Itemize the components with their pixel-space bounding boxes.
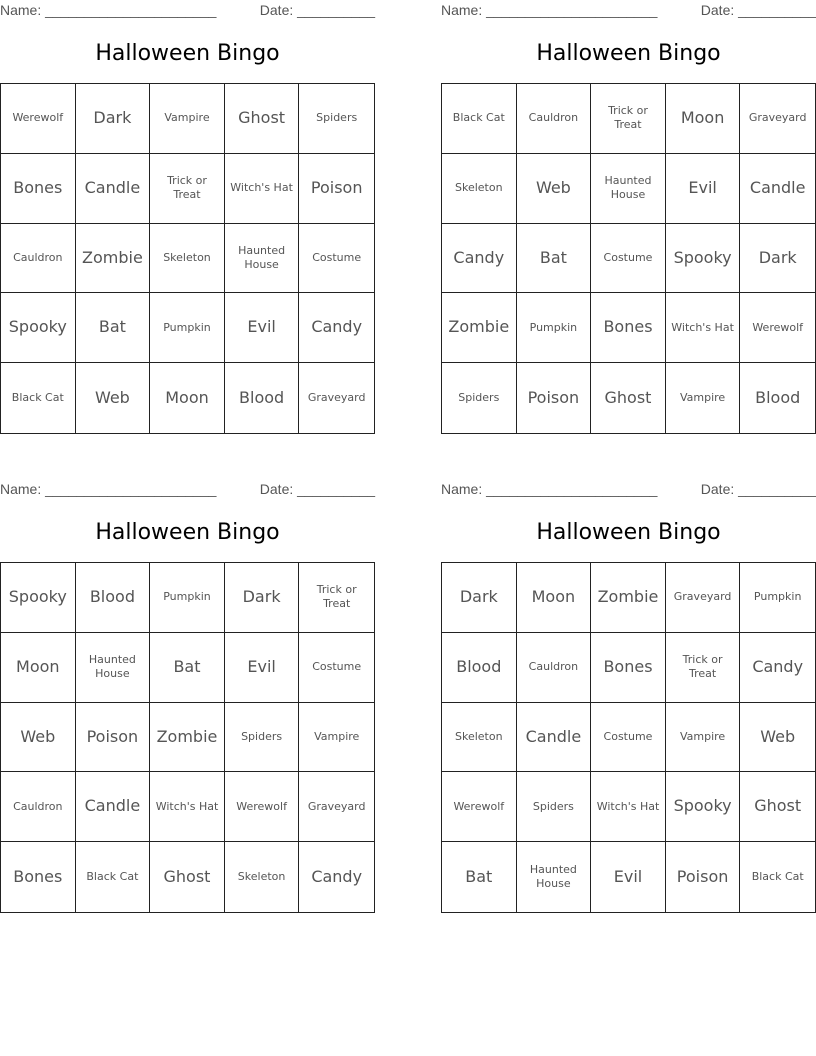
bingo-cell[interactable]: Spooky (666, 224, 741, 294)
bingo-grid (441, 83, 816, 434)
bingo-cell[interactable]: Pumpkin (150, 293, 225, 363)
bingo-cell[interactable]: Poison (299, 154, 374, 224)
bingo-cell[interactable]: Bones (591, 293, 666, 363)
bingo-cell[interactable]: Candy (299, 293, 374, 363)
bingo-cell[interactable]: Werewolf (225, 772, 300, 842)
bingo-cell[interactable]: Dark (76, 84, 151, 154)
bingo-cell[interactable]: Zombie (150, 703, 225, 773)
name-field[interactable]: Name: ______________________ (0, 481, 217, 497)
bingo-cell[interactable]: Web (76, 363, 151, 433)
bingo-cell[interactable]: Haunted House (591, 154, 666, 224)
bingo-cell[interactable]: Ghost (740, 772, 815, 842)
bingo-cell[interactable]: Pumpkin (740, 563, 815, 633)
bingo-cell[interactable]: Vampire (150, 84, 225, 154)
bingo-cell[interactable]: Vampire (299, 703, 374, 773)
name-field[interactable]: Name: ______________________ (441, 481, 658, 497)
bingo-cell[interactable]: Candle (517, 703, 592, 773)
name-date-row (0, 481, 375, 499)
bingo-cell[interactable]: Zombie (442, 293, 517, 363)
bingo-cell[interactable]: Spooky (1, 563, 76, 633)
bingo-cell[interactable]: Bat (442, 842, 517, 912)
bingo-cell[interactable]: Poison (76, 703, 151, 773)
bingo-cell[interactable]: Candy (311, 866, 363, 886)
bingo-cell[interactable]: Werewolf (1, 84, 76, 154)
bingo-cell[interactable]: Cauldron (1, 772, 76, 842)
bingo-cell[interactable]: Candle (76, 772, 151, 842)
bingo-cell[interactable]: Evil (591, 842, 666, 912)
bingo-cell[interactable]: Witch's Hat (666, 293, 741, 363)
bingo-cell[interactable]: Skeleton (150, 224, 225, 294)
bingo-cell[interactable]: Moon (1, 633, 76, 703)
name-field[interactable]: Name: ______________________ (0, 2, 217, 18)
bingo-card-2 (441, 0, 816, 436)
bingo-cell[interactable]: Bones (591, 633, 666, 703)
bingo-cell[interactable]: Trick or Treat (299, 563, 374, 633)
bingo-card-3 (0, 479, 375, 915)
bingo-cell[interactable]: Skeleton (442, 703, 517, 773)
bingo-cell[interactable]: Web (517, 154, 592, 224)
bingo-cell[interactable]: Candy (740, 633, 815, 703)
bingo-cell[interactable]: Black Cat (1, 363, 76, 433)
bingo-grid (0, 83, 375, 434)
bingo-cell[interactable]: Candle (740, 154, 815, 224)
bingo-grid (0, 562, 375, 913)
bingo-card-4 (441, 479, 816, 915)
bingo-cell[interactable]: Moon (666, 84, 741, 154)
bingo-cell[interactable]: Web (1, 703, 76, 773)
bingo-cell[interactable]: Costume (591, 224, 666, 294)
bingo-cell[interactable]: Costume (299, 633, 374, 703)
bingo-cell[interactable]: Dark (442, 563, 517, 633)
bingo-cell[interactable]: Pumpkin (517, 293, 592, 363)
bingo-cell[interactable]: Bones (1, 842, 76, 912)
bingo-cell[interactable]: Candy (442, 224, 517, 294)
card-title: Halloween Bingo (536, 41, 721, 66)
date-field[interactable]: Date: __________ (700, 481, 816, 497)
bingo-card-1 (0, 0, 375, 436)
bingo-cell[interactable]: Haunted House (517, 842, 592, 912)
bingo-cell[interactable]: Blood (76, 563, 151, 633)
bingo-cell[interactable]: Haunted House (76, 633, 151, 703)
bingo-cell[interactable]: Skeleton (442, 154, 517, 224)
bingo-cell[interactable]: Bat (517, 224, 592, 294)
bingo-cell[interactable]: Vampire (666, 363, 741, 433)
bingo-cell[interactable]: Web (740, 703, 815, 773)
bingo-cell[interactable]: Witch's Hat (225, 154, 300, 224)
bingo-cell[interactable]: Cauldron (517, 84, 592, 154)
bingo-cell[interactable]: Blood (442, 633, 517, 703)
bingo-cell[interactable]: Bat (150, 633, 225, 703)
name-date-row (441, 481, 816, 499)
bingo-cell[interactable]: Trick or Treat (666, 633, 741, 703)
bingo-cell[interactable]: Vampire (666, 703, 741, 773)
bingo-cell[interactable]: Spooky (666, 772, 741, 842)
bingo-cell[interactable]: Moon (517, 563, 592, 633)
bingo-cell[interactable]: Black Cat (76, 842, 151, 912)
bingo-cell[interactable]: Trick or Treat (150, 154, 225, 224)
bingo-cell[interactable]: Witch's Hat (591, 772, 666, 842)
bingo-cell[interactable]: Spiders (442, 363, 517, 433)
bingo-cell[interactable]: Cauldron (1, 224, 76, 294)
bingo-cell[interactable]: Spiders (225, 703, 300, 773)
bingo-cell[interactable]: Zombie (76, 224, 151, 294)
bingo-cell[interactable]: Candle (76, 154, 151, 224)
bingo-cell[interactable]: Moon (150, 363, 225, 433)
bingo-cell[interactable]: Poison (517, 363, 592, 433)
bingo-cell[interactable]: Pumpkin (150, 563, 225, 633)
bingo-cell[interactable]: Werewolf (442, 772, 517, 842)
bingo-cell[interactable]: Bat (76, 293, 151, 363)
bingo-cell[interactable]: Evil (666, 154, 741, 224)
bingo-cell[interactable]: Spooky (1, 293, 76, 363)
bingo-cell[interactable]: Dark (225, 563, 300, 633)
bingo-cell[interactable]: Haunted House (225, 224, 300, 294)
name-date-row (441, 2, 816, 20)
bingo-cell[interactable]: Cauldron (517, 633, 592, 703)
bingo-cell[interactable]: Ghost (150, 842, 225, 912)
bingo-cell[interactable]: Graveyard (299, 772, 374, 842)
bingo-cell[interactable]: Ghost (591, 363, 666, 433)
bingo-cell[interactable]: Costume (591, 703, 666, 773)
bingo-cell[interactable]: Black Cat (751, 869, 804, 883)
bingo-cell[interactable]: Graveyard (307, 390, 366, 404)
card-title: Halloween Bingo (95, 41, 280, 66)
bingo-cell[interactable]: Black Cat (442, 84, 517, 154)
bingo-cell[interactable]: Skeleton (225, 842, 300, 912)
name-field[interactable]: Name: ______________________ (441, 2, 658, 18)
bingo-cell[interactable]: Bones (1, 154, 76, 224)
bingo-cell[interactable]: Werewolf (740, 293, 815, 363)
bingo-cell[interactable]: Blood (755, 387, 801, 407)
card-title: Halloween Bingo (536, 520, 721, 545)
bingo-cell[interactable]: Witch's Hat (150, 772, 225, 842)
bingo-cell[interactable]: Spiders (517, 772, 592, 842)
date-field[interactable]: Date: __________ (259, 2, 375, 18)
date-field[interactable]: Date: __________ (700, 2, 816, 18)
bingo-cell[interactable]: Graveyard (740, 84, 815, 154)
bingo-grid (441, 562, 816, 913)
date-field[interactable]: Date: __________ (259, 481, 375, 497)
name-date-row (0, 2, 375, 20)
bingo-cell[interactable]: Evil (225, 293, 300, 363)
bingo-cell[interactable]: Ghost (225, 84, 300, 154)
bingo-cell[interactable]: Blood (225, 363, 300, 433)
bingo-cell[interactable]: Dark (740, 224, 815, 294)
bingo-cell[interactable]: Spiders (299, 84, 374, 154)
bingo-cell[interactable]: Costume (299, 224, 374, 294)
bingo-cell[interactable]: Poison (666, 842, 741, 912)
bingo-cell[interactable]: Evil (225, 633, 300, 703)
bingo-cell[interactable]: Zombie (591, 563, 666, 633)
bingo-cell[interactable]: Graveyard (666, 563, 741, 633)
card-title: Halloween Bingo (95, 520, 280, 545)
bingo-cell[interactable]: Trick or Treat (591, 84, 666, 154)
